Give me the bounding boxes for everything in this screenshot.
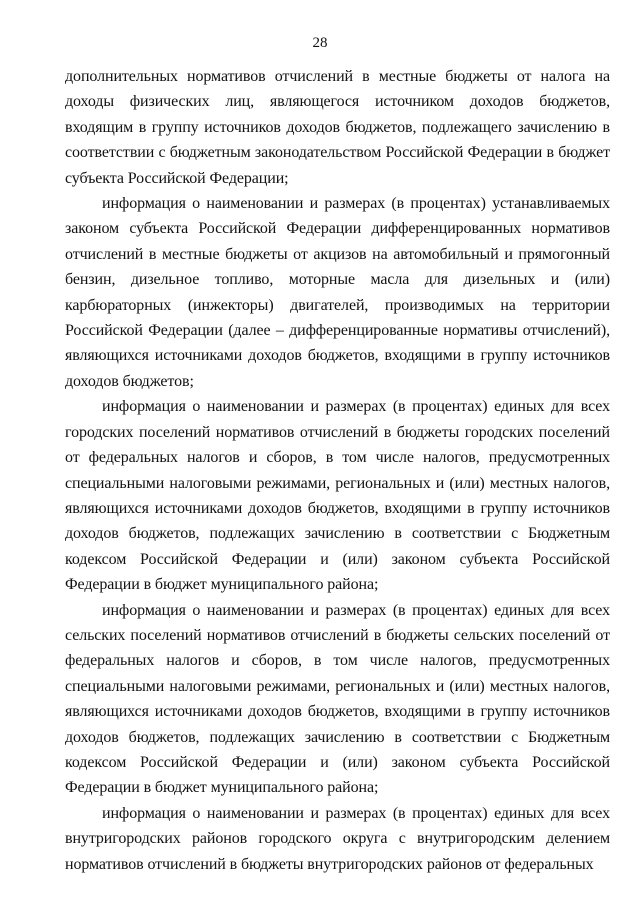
paragraph-rural-settlements: информация о наименовании и размерах (в процентах) единых для всех сельских поселений нормативов отчислений в бюджеты сельских поселений от федеральных налогов и сборов, в том числе налогов, предусмотренных специальными налоговыми режимами, региональных и (или) местных налогов, являющихся источниками доходов бюджетов, входящими в группу источников доходов бюджетов, подлежащих зачислению в соответствии с Бюджетным кодексом Российской Федерации и (или) законом субъекта Российской Федерации в бюджет муниципального района;	[65, 601, 610, 797]
page-number: 28	[312, 35, 328, 51]
paragraph-urban-settlements: информация о наименовании и размерах (в процентах) единых для всех городских поселений нормативов отчислений в бюджеты городских поселений от федеральных налогов и сборов, в том числе налогов, предусмотренных специальными налоговыми режимами, региональных и (или) местных налогов, являющихся источниками доходов бюджетов, входящими в группу источников доходов бюджетов, подлежащих зачислению в соответствии с Бюджетным кодексом Российской Федерации и (или) законом субъекта Российской Федерации в бюджет муниципального района;	[65, 398, 610, 594]
paragraph-continuation: дополнительных нормативов отчислений в местные бюджеты от налога на доходы физических лиц, являющегося источником доходов бюджетов, входящим в группу источников доходов бюджетов, подлежащего зачислению в соответствии с бюджетным законодательством Российской Федерации в бюджет субъекта Российской Федерации;	[65, 68, 610, 187]
paragraph-intra-city-districts: информация о наименовании и размерах (в процентах) единых для всех внутригородских районов городского округа с внутригородским делением нормативов отчислений в бюджеты внутригородских районов от федеральных	[65, 804, 610, 873]
paragraph-differentiated-norms: информация о наименовании и размерах (в процентах) устанавливаемых законом субъекта Российской Федерации дифференцированных нормативов отчислений в местные бюджеты от акцизов на автомобильный и прямогонный бензин, дизельное топливо, моторные масла для дизельных и (или) карбюраторных (инжекторы) двигателей, производимых на территории Российской Федерации (далее – дифференцированные нормативы отчислений), являющихся источниками доходов бюджетов, входящими в группу источников доходов бюджетов;	[65, 195, 610, 390]
document-body	[65, 64, 610, 877]
